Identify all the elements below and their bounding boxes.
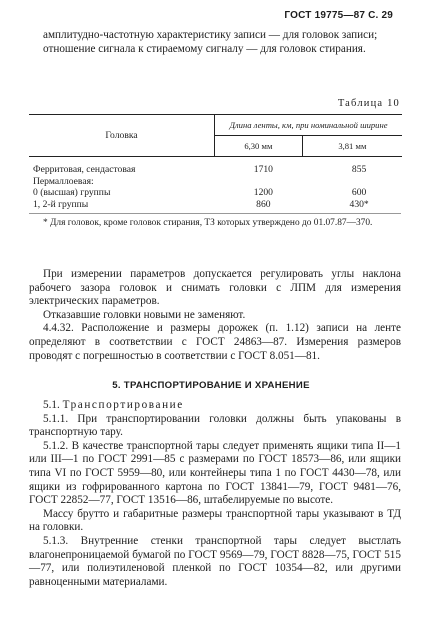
table-span-head: Длина ленты, км, при номинальной ширине	[215, 115, 403, 136]
paragraph: 4.4.32. Расположение и размеры дорожек (п. 1.12) записи на ленте определяют в соответствии с ГОСТ 24863—87. Измерения размеров проводят с погрешностью в соответствии с ГОСТ 8.051—81.	[29, 322, 401, 362]
paragraph: 5.1.2. В качестве транспортной тары следует применять ящики типа II—1 или III—1 по ГОСТ 2991—85 с размерами по ГОСТ 18573—86, или ящики типа VI по ГОСТ 5959—80, или контейнеры типа 1 по ГОСТ 4430—78, или ящики из гофрированного картона по ГОСТ 13841—79, ГОСТ 9481—76, ГОСТ 22852—77, ГОСТ 13516—86, штабелируемые по высоте.	[29, 439, 401, 507]
table-sub-head-2: 3,81 мм	[302, 136, 402, 157]
table-sub-head-1: 6,30 мм	[215, 136, 303, 157]
table-cell: 855	[351, 164, 367, 175]
table-cell: 600	[351, 187, 367, 198]
intro-line-2: отношение сигнала к стираемому сигналу — для головок стирания.	[43, 42, 366, 55]
table-cell: 430*	[349, 198, 369, 210]
table-col-head: Головка	[29, 115, 215, 157]
transport-block	[29, 399, 401, 589]
table-cell: 860	[256, 198, 271, 210]
table-row	[29, 199, 402, 211]
subsection-number: 5.1.	[43, 399, 60, 411]
table-cell: 0 (высшая) группы	[33, 187, 111, 198]
paragraph: 5.1.1. При транспортировании головки должны быть упакованы в транспортную тару.	[29, 412, 401, 439]
table-cell: Ферритовая, сендастовая	[33, 164, 136, 175]
table-cell: Пермаллоевая:	[33, 175, 94, 187]
intro-line-1: амплитудно-частотную характеристику записи — для головок записи;	[43, 29, 378, 41]
paragraph: При измерении параметров допускается регулировать углы наклона рабочего зазора головок и снимать головки с ЛПМ для измерения электрических параметров.	[29, 268, 401, 308]
table-row	[29, 187, 402, 199]
paragraph: 5.1.3. Внутренние стенки транспортной тары следует выстлать влагонепроницаемой бумагой по ГОСТ 9569—79, ГОСТ 8828—75, ГОСТ 515—77, или полиэтиленовой пленкой по ГОСТ 10354—82, или другими равноценными материалами.	[29, 534, 401, 588]
subsection-title: Транспортирование	[62, 399, 184, 411]
table-row	[29, 176, 402, 188]
footnote-divider	[29, 213, 401, 214]
page-header: ГОСТ 19775—87 С. 29	[284, 10, 393, 21]
section-heading: 5. ТРАНСПОРТИРОВАНИЕ И ХРАНЕНИЕ	[112, 380, 310, 391]
table-cell	[302, 176, 402, 188]
data-table	[29, 114, 402, 210]
paragraph: Отказавшие головки новыми не заменяют.	[43, 308, 246, 321]
mid-block	[29, 268, 401, 363]
table-row	[29, 164, 402, 176]
subsection-heading	[29, 399, 401, 413]
table-footnote-block	[29, 213, 401, 230]
table-footnote: * Для головок, кроме головок стирания, ТЗ которых утверждено до 01.07.87—370.	[43, 218, 373, 228]
table-cell: 1, 2-й группы	[33, 198, 89, 210]
table-cell	[215, 176, 303, 188]
table-caption: Таблица 10	[337, 98, 400, 109]
table-cell: 1200	[253, 187, 273, 198]
table-cell: 1710	[253, 164, 273, 175]
paragraph: Массу брутто и габаритные размеры транспортной тары указывают в ТД на головки.	[29, 507, 401, 534]
intro-block	[29, 29, 401, 56]
